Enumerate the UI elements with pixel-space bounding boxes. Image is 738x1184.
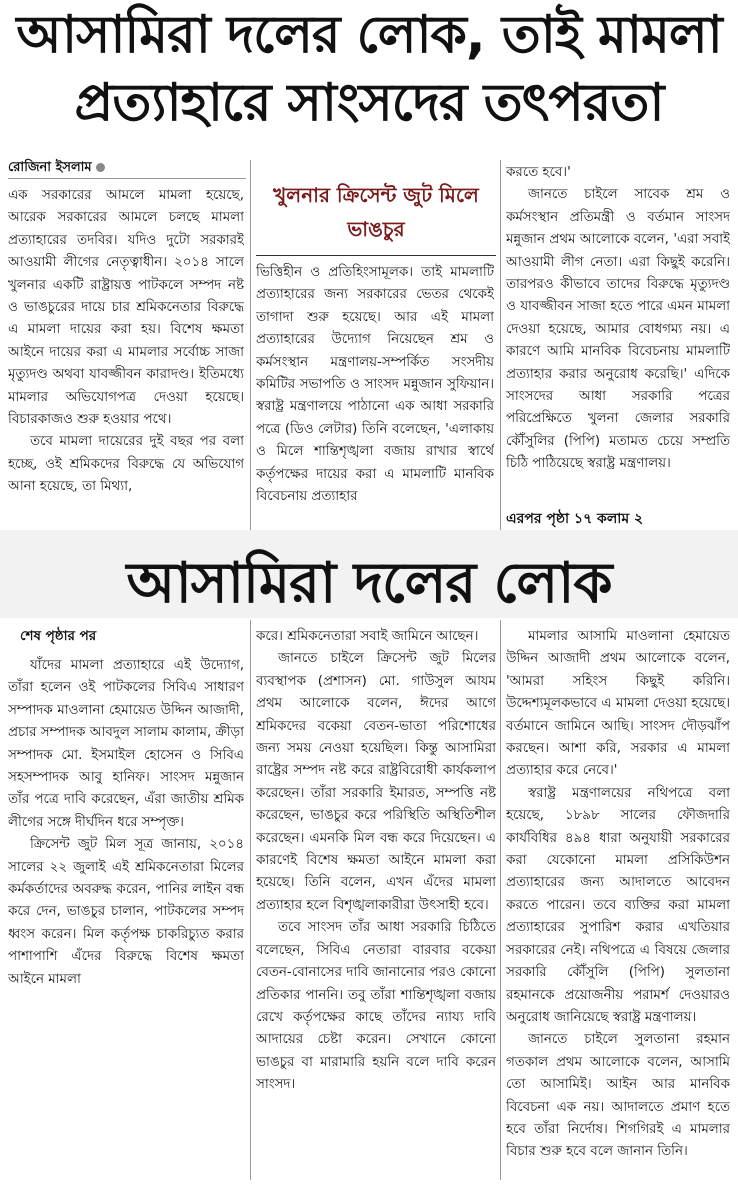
col5-para-3: তবে সাংসদ তাঁর আধা সরকারি চিঠিতে বলেছেন, সিবিএ নেতারা বারবার বকেয়া বেতন-বোনাসের দাবি জানানোর পরও কোনো প্রতিকার পাননি। তবু তাঁরা শান্তিশৃঙ্খলা বজায় রেখে কর্তৃপক্ষের কাছে তাঁদের ন্যায্য দাবি আদায়ের চেষ্টা করেন। সেখানে কোনো ভাঙচুর বা মারামারি হয়নি বলে দাবি করেন সাংসদ। [256,920,496,1093]
col5-para-2: জানতে চাইলে ক্রিসেন্ট জুট মিলের ব্যবস্থাপক (প্রশাসন) মো. গাউসুল আযম প্রথম আলোকে বলেন, ঈদের আগে শ্রমিকদের বকেয়া বেতন-ভাতা পরিশোধের জন্য সময় নেওয়া হয়েছিল। কিন্তু আসামিরা রাষ্ট্রের সম্পদ নষ্ট করে রাষ্ট্রবিরোধী কার্যকলাপ করেছেন। তাঁরা সরকারি ইমারত, সম্পত্তি নষ্ট করেছেন, ভাঙচুর করে পরিস্থিতি অস্থিতিশীল করেছেন। এমনকি মিল বন্ধ করে দিয়েছেন। এ কারণেই বিশেষ ক্ষমতা আইনে মামলা করা হয়েছে। তিনি বলেন, এখন এঁদের মামলা প্রত্যাহার হলে বিশৃঙ্খলাকারীরা উৎসাহী হবে। [256,651,496,913]
col6-para-3: জানতে চাইলে সুলতানা রহমান গতকাল প্রথম আলোকে বলেন, আসামি তো আসামিই। আইন আর মানবিক বিবেচনা এক নয়। আদালতে প্রমাণ হতে হবে তাঁরা নির্দোষ। শিগগিরই এ মামলার বিচার শুরু হবে বলে জানান তিনি। [506,1032,730,1160]
column-divider-4 [500,620,501,1180]
col2-para-1: ভিত্তিহীন ও প্রতিহিংসামূলক। তাই মামলাটি প্রত্যাহারের জন্য সরকারের ভেতর থেকেই তাগাদা শুরু হয়েছে। আর এই মামলা প্রত্যাহারের উদ্যোগ নিয়েছেন শ্রম ও কর্মসংস্থান মন্ত্রণালয়-সম্পর্কিত সংসদীয় কমিটির সভাপতি ও সাংসদ মন্নুজান সুফিয়ান। স্বরাষ্ট্র মন্ত্রণালয়ে পাঠানো এক আধা সরকারি পত্রে (ডিও লেটার) তিনি বলেছেন, 'এলাকায় ও মিলে শান্তিশৃঙ্খলা বজায় রাখার স্বার্থে কর্তৃপক্ষের দায়ের করা এ মামলাটি মানবিক বিবেচনায় প্রত্যাহার [256,265,494,505]
headline-line-1: আসামিরা দলের লোক, তাই মামলা [16,5,722,65]
byline-name: রোজিনা ইসলাম [8,160,92,175]
continued-from-label: শেষ পৃষ্ঠার পর [20,628,97,644]
headline-line-2: প্রত্যাহারে সাংসদের তৎপরতা [74,73,664,133]
col1-para-1: এক সরকারের আমলে মামলা হয়েছে, আরেক সরকারের আমলে চলছে মামলা প্রত্যাহারের তদবির। যদিও দুটো সরকারই আওয়ামী লীগের নেতৃত্বাধীন। ২০১৪ সালে খুলনার একটি রাষ্ট্রায়ত্ত পাটকলে সম্পদ নষ্ট ও ভাঙচুরের দায়ে চার শ্রমিকনেতার বিরুদ্ধে এ মামলা দায়ের করা হয়। বিশেষ ক্ষমতা আইনে দায়ের করা এ মামলার সর্বোচ্চ সাজা মৃত্যুদণ্ড অথবা যাবজ্জীবন কারাদণ্ড। ইতিমধ্যে মামলার অভিযোগপত্র দেওয়া হয়েছে। বিচারকাজও শুরু হওয়ার পথে। [8,188,244,428]
col1-para-2: তবে মামলা দায়েরের দুই বছর পর বলা হচ্ছে, ওই শ্রমিকদের বিরুদ্ধে যে অভিযোগ আনা হয়েছে, তা মিথ্যা, [8,434,244,495]
col6-para-2: স্বরাষ্ট্র মন্ত্রণালয়ের নথিপত্রে বলা হয়েছে, ১৮৯৮ সালের ফৌজদারি কার্যবিধির ৪৯৪ ধারা অনুযায়ী সরকারের করা যেকোনো মামলা প্রসিকিউশন প্রত্যাহারের জন্য আদালতে আবেদন করতে পারেন। তবে ব্যক্তির করা মামলা প্রত্যাহারের সুপারিশ করার এখতিয়ার সরকারের নেই। নথিপত্রে এ বিষয়ে জেলার সরকারি কৌঁসুলি (পিপি) সুলতানা রহমানকে প্রয়োজনীয় পরামর্শ দেওয়ারও অনুরোধ জানিয়েছে স্বরাষ্ট্র মন্ত্রণালয়। [506,785,730,1025]
kicker-subhead: খুলনার ক্রিসেন্ট জুট মিলে ভাঙচুর [273,183,479,241]
column-divider-1 [250,160,251,530]
article-column-6 [506,626,730,1181]
byline-rule [8,178,246,179]
col6-para-1: মামলার আসামি মাওলানা হেমায়েত উদ্দিন আজাদী প্রথম আলোকে বলেন, 'আমরা সহিংস কিছুই করিনি। উদ্দেশ্যমূলকভাবে এ মামলা দেওয়া হয়েছে। বর্তমানে জামিনে আছি। সাংসদ দৌড়ঝাঁপ করছেন। আশা করি, সরকার এ মামলা প্রত্যাহার করে নেবে।' [506,629,730,779]
col3-para-1: করতে হবে।' [506,165,571,180]
col4-para-1: যাঁদের মামলা প্রত্যাহারে এই উদ্যোগ, তাঁরা হলেন ওই পাটকলের সিবিএ সাধারণ সম্পাদক মাওলানা হেমায়েত উদ্দিন আজাদী, প্রচার সম্পাদক আবদুল সালাম কালাম, ক্রীড়া সম্পাদক মো. ইসমাইল হোসেন ও সিবিএ সহসম্পাদক আবু হানিফ। সাংসদ মন্নুজান তাঁর পত্রে দাবি করেছেন, এঁরা জাতীয় শ্রমিক লীগের সঙ্গে দীর্ঘদিন ধরে সম্পৃক্ত। [8,658,244,830]
col4-para-2: ক্রিসেন্ট জুট মিল সূত্র জানায়, ২০১৪ সালের ২২ জুলাই এই শ্রমিকনেতারা মিলের কর্মকর্তাদের অবরুদ্ধ করেন, পানির লাইন বন্ধ করে দেন, ভাঙচুর চালান, পাটকলের সম্পদ ধ্বংস করেন। মিল কর্তৃপক্ষ চাকরিচ্যুত করার পাশাপাশি এঁদের বিরুদ্ধে বিশেষ ক্ষমতা আইনে মামলা [8,837,244,987]
jump-headline: আসামিরা দলের লোক [126,551,612,616]
continue-note: এরপর পৃষ্ঠা ১৭ কলাম ২ [506,511,644,527]
column-divider-2 [500,160,501,530]
article-column-4 [8,655,244,1055]
col5-para-1: করে। শ্রমিকনেতারা সবাই জামিনে আছেন। [256,629,479,644]
column-divider-3 [250,620,251,1180]
kicker-rule [256,255,496,256]
article-column-3 [506,162,730,502]
article-column-2 [256,262,494,530]
article-column-5 [256,626,496,1181]
col3-para-2: জানতে চাইলে সাবেক শ্রম ও কর্মসংস্থান প্রতিমন্ত্রী ও বর্তমান সাংসদ মন্নুজান প্রথম আলোকে বলেন, 'এরা সবাই আওয়ামী লীগ নেতা। এরা কিছুই করেনি। তারপরও কীভাবে তাদের বিরুদ্ধে মৃত্যুদণ্ড ও যাবজ্জীবন সাজা হতে পারে এমন মামলা দেওয়া হয়েছে, আমার বোধগম্য নয়। এ কারণে আমি মানবিক বিবেচনায় মামলাটি প্রত্যাহার করার অনুরোধ করেছি।' এদিকে সাংসদের আধা সরকারি পত্রের পরিপ্রেক্ষিতে খুলনা জেলার সরকারি কৌঁসুলির (পিপি) মতামত চেয়ে সম্প্রতি চিঠি পাঠিয়েছে স্বরাষ্ট্র মন্ত্রণালয়। [506,187,730,472]
article-column-1 [8,185,244,530]
byline-dot-icon [96,163,105,172]
byline [8,158,105,179]
